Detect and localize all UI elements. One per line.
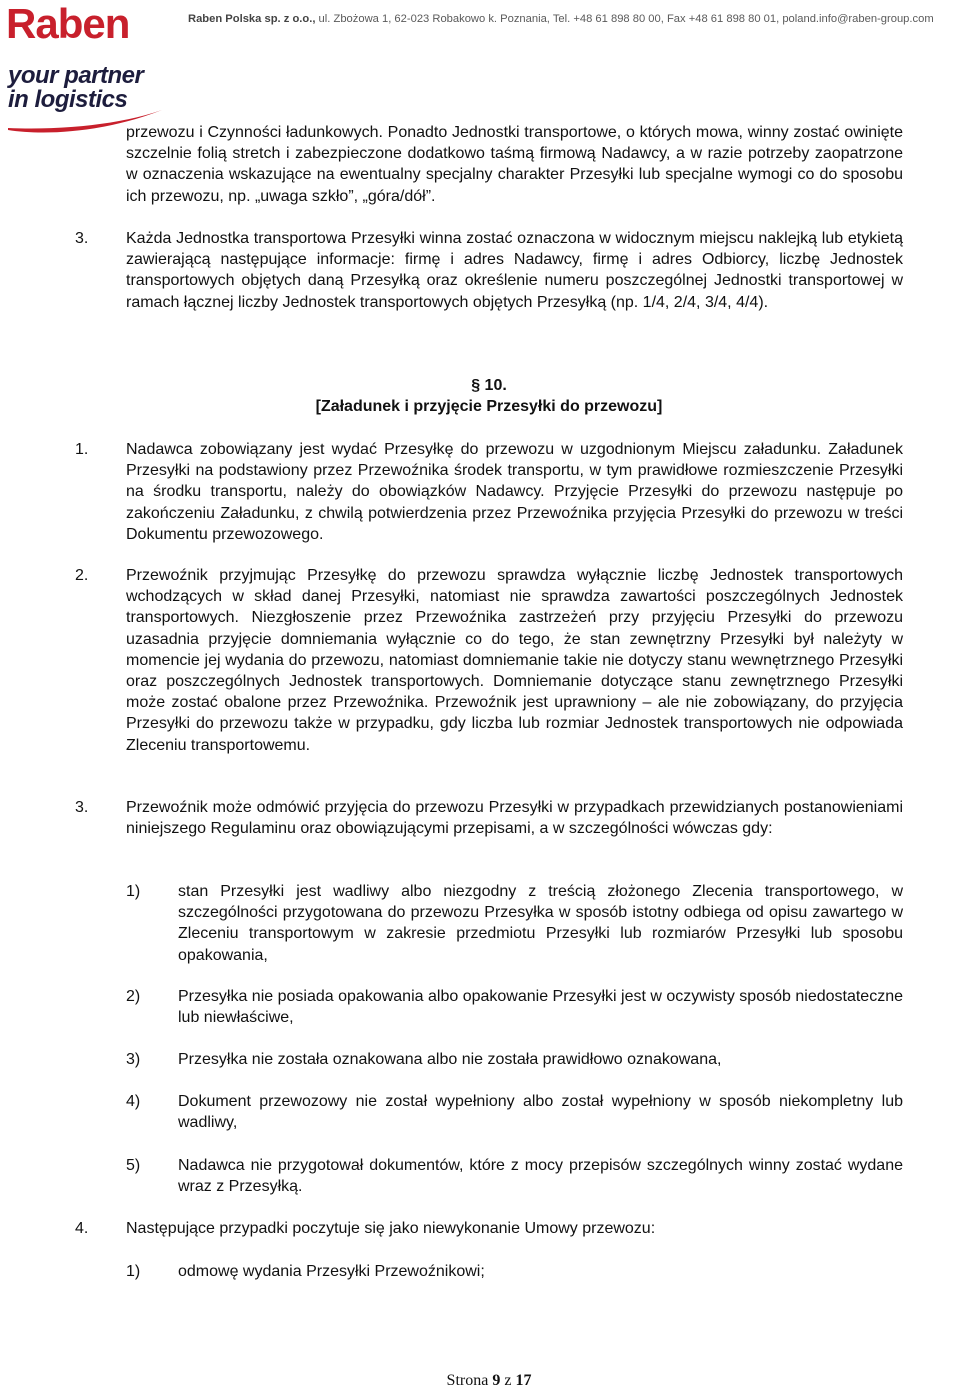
subitem-4-1-number: 1) (126, 1263, 141, 1280)
item-3-number: 3. (75, 799, 89, 816)
subitem-4-1-text: odmowę wydania Przesyłki Przewoźnikowi; (178, 1263, 485, 1280)
item-3-text: Przewoźnik może odmówić przyjęcia do przewozu Przesyłki w przypadkach przewidzianych postanowieniami niniejszego Regulaminu oraz obowiązującymi przepisami, a w szczególności wówczas gdy: (126, 799, 903, 838)
footer-middle: z (500, 1372, 516, 1389)
subitem-3-3-number: 3) (126, 1051, 141, 1068)
section-title: [Załadunek i przyjęcie Przesyłki do przewozu] (315, 398, 663, 415)
company-name: Raben Polska sp. z o.o., (188, 13, 316, 25)
subitem-3-4-text: Dokument przewozowy nie został wypełniony albo został wypełniony w sposób niekompletny lub wadliwy, (178, 1093, 903, 1132)
footer-page-number: 9 (492, 1372, 501, 1389)
logo-tagline-line1: your partner (8, 62, 144, 89)
raben-logo (6, 2, 166, 137)
subitem-3-5-text: Nadawca nie przygotował dokumentów, które z mocy przepisów szczególnych winny zostać wydane wraz z Przesyłką. (178, 1157, 903, 1196)
subitem-3-1-number: 1) (126, 883, 141, 900)
section-number: § 10. (471, 377, 507, 394)
intro-paragraph: przewozu i Czynności ładunkowych. Ponadto Jednostki transportowe, o których mowa, winny zostać owinięte szczelnie folią stretch i zabezpieczone dodatkowo taśmą firmową Nadawcy, a w razie potrzeby zaopatrzone w oznaczenia wskazujące na ewentualny specjalny charakter Przesyłki lub specjalne wymogi co do sposobu ich przewozu, np. „uwaga szkło”, „góra/dół”. (126, 124, 903, 205)
subitem-3-3-text: Przesyłka nie została oznakowana albo nie została prawidłowo oznakowana, (178, 1051, 722, 1068)
logo-wordmark: Raben (6, 0, 130, 47)
item-2-number: 2. (75, 567, 89, 584)
subitem-3-4-number: 4) (126, 1093, 141, 1110)
item-4-number: 4. (75, 1220, 89, 1237)
logo-tagline-line2: in logistics (8, 86, 128, 113)
subitem-3-1-text: stan Przesyłki jest wadliwy albo niezgodny z treścią złożonego Zlecenia transportowego, w szczególności przygotowana do przewozu Przesyłka w sposób istotny odbiega od opisu zawartego w Zleceniu transportowym w zakresie przedmiotu Przesyłki lub rozmiarów Przesyłki lub sposobu opakowania, (178, 883, 903, 964)
prev-item-3-number: 3. (75, 230, 89, 247)
footer-page-total: 17 (515, 1372, 532, 1389)
item-1-text: Nadawca zobowiązany jest wydać Przesyłkę do przewozu w uzgodnionym Miejscu załadunku. Załadunek Przesyłki na podstawiony przez Przewoźnika środek transportu, w tym prawidłowe rozmieszczenie Przesyłki na środku transportu, należy do obowiązków Nadawcy. Przyjęcie Przesyłki do przewozu następuje po zakończeniu Załadunku, z chwilą potwierdzenia przez Przewoźnika przyjęcia Przesyłki do przewozu w treści Dokumentu przewozowego. (126, 441, 903, 543)
footer-prefix: Strona (446, 1372, 493, 1389)
item-2-text: Przewoźnik przyjmując Przesyłkę do przewozu sprawdza wyłącznie liczbę Jednostek transportowych wchodzących w skład danej Przesyłki, natomiast nie sprawdza zawartości poszczególnych Jednostek transportowych. Niezgłoszenie przez Przewoźnika zastrzeżeń przy przyjęciu Przesyłki do przewozu uzasadnia przyjęcie domniemania wyłącznie co do tego, że stan zewnętrzny Przesyłki był należyty w momencie jej wydania do przewozu, natomiast domniemanie takie nie dotyczy stanu wewnętrznego Przesyłki oraz poszczególnych Jednostek transportowych. Domniemanie dotyczące stanu zewnętrznego Przesyłki może zostać obalone przez Przewoźnika. Przewoźnik jest uprawniony – ale nie zobowiązany, do przyjęcia Przesyłki do przewozu także w przypadku, gdy liczba lub rozmiar Jednostek transportowych nie odpowiada Zleceniu transportowemu. (126, 567, 903, 754)
subitem-3-2-number: 2) (126, 988, 141, 1005)
logo-tagline (8, 64, 143, 112)
page-footer (0, 1372, 960, 1390)
subitem-3-2-text: Przesyłka nie posiada opakowania albo opakowanie Przesyłki jest w oczywisty sposób niedostateczne lub niewłaściwe, (178, 988, 903, 1027)
company-info (188, 12, 954, 26)
item-4-text: Następujące przypadki poczytuje się jako niewykonanie Umowy przewozu: (126, 1220, 656, 1237)
prev-item-3-text: Każda Jednostka transportowa Przesyłki winna zostać oznaczona w widocznym miejscu naklejką lub etykietą zawierającą następujące informacje: firmę i adres Nadawcy, firmę i adres Odbiorcy, liczbę Jednostek transportowych objętych daną Przesyłką oraz określenie numeru poszczególnej Jednostki transportowej w ramach łącznej liczby Jednostek transportowych objętych Przesyłką (np. 1/4, 2/4, 3/4, 4/4). (126, 230, 903, 311)
company-address: ul. Zbożowa 1, 62-023 Robakowo k. Poznania, Tel. +48 61 898 80 00, Fax +48 61 898 80 01, poland.info@raben-group.com (315, 13, 934, 25)
item-1-number: 1. (75, 441, 89, 458)
subitem-3-5-number: 5) (126, 1157, 141, 1174)
